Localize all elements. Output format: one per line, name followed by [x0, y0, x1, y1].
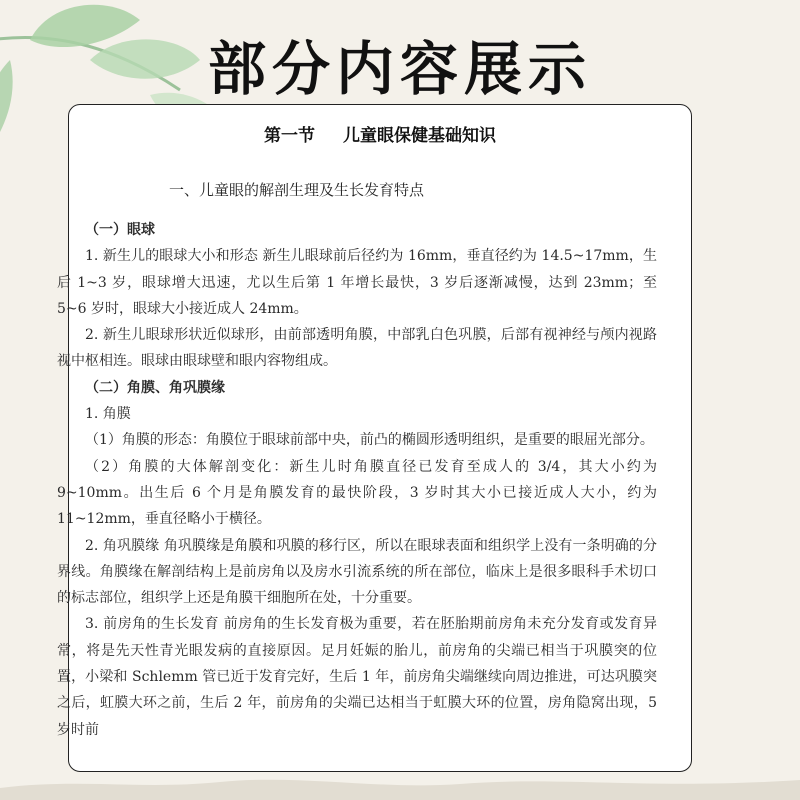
paragraph: 2. 角巩膜缘 角巩膜缘是角膜和巩膜的移行区，所以在眼球表面和组织学上没有一条明确的分界线。角膜缘在解剖结构上是前房角以及房水引流系统的所在部位，临床上是很多眼科手术切口的标志部位，组织学上还是角膜干细胞所在处，十分重要。: [57, 537, 657, 607]
subheading-cornea: （二）角膜、角巩膜缘: [85, 379, 225, 396]
paragraph: （1）角膜的形态：角膜位于眼球前部中央，前凸的椭圆形透明组织，是重要的眼屈光部分。: [85, 432, 654, 449]
paragraph: （2）角膜的大体解剖变化：新生儿时角膜直径已发育至成人的 3/4，其大小约为 9~10mm。出生后 6 个月是角膜发育的最快阶段，3 岁时其大小已接近成人大小，约为 11~12mm，垂直径略小于横径。: [57, 458, 657, 528]
section-title: 第一节 儿童眼保健基础知识: [264, 126, 496, 146]
subheading-eyeball: （一）眼球: [85, 222, 155, 238]
body-text: [57, 217, 657, 743]
paragraph: 1. 角膜: [85, 406, 131, 423]
paragraph: 1. 新生儿的眼球大小和形态 新生儿眼球前后径约为 16mm，垂直径约为 14.5~17mm，生后 1~3 岁，眼球增大迅速，尤以生后第 1 年增长最快，3 岁后逐渐减慢，达到 23mm；至 5~6 岁时，眼球大小接近成人 24mm。: [57, 248, 657, 317]
page-headline: 部分内容展示: [207, 35, 592, 103]
paragraph: 3. 前房角的生长发育 前房角的生长发育极为重要，若在胚胎期前房角未充分发育或发育异常，将是先天性青光眼发病的直接原因。足月妊娠的胎儿，前房角的尖端已相当于巩膜突的位置，小梁和 Schlemm 管已近于发育完好，生后 1 年，前房角尖端继续向周边推进，可达巩膜突之后，虹膜大环之前，生后 2 年，前房角的尖端已达相当于虹膜大环的位置，房角隐窝出现，5 岁时前: [57, 616, 657, 738]
heading-1: 一、儿童眼的解剖生理及生长发育特点: [169, 181, 425, 199]
paragraph: 2. 新生儿眼球形状近似球形，由前部透明角膜，中部乳白色巩膜，后部有视神经与颅内视路视中枢相连。眼球由眼球壁和眼内容物组成。: [57, 327, 657, 370]
